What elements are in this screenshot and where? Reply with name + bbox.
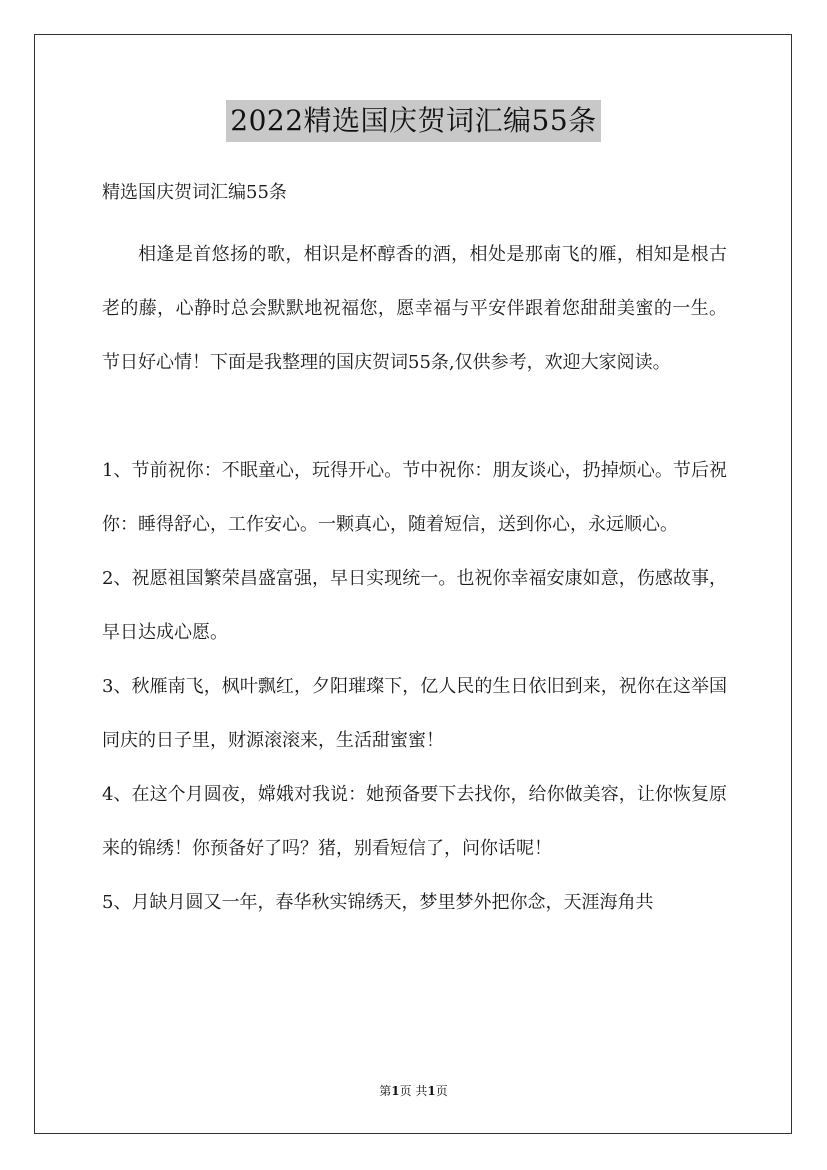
list-item-5: 5、月缺月圆又一年，春华秋实锦绣天，梦里梦外把你念，天涯海角共 (102, 892, 654, 913)
document-body (102, 228, 727, 930)
page-footer (0, 1082, 827, 1099)
intro-paragraph: 相逢是首悠扬的歌，相识是杯醇香的酒，相处是那南飞的雁，相知是根古老的藤，心静时总会默默地祝福您，愿幸福与平安伴跟着您甜甜美蜜的一生。节日好心情！下面是我整理的国庆贺词55条,仅供参考，欢迎大家阅读。 (102, 244, 727, 373)
footer-page-total: 1 (427, 1084, 436, 1098)
footer-page-number: 1 (391, 1084, 400, 1098)
footer-page-prefix: 第 (379, 1084, 392, 1098)
list-item-2: 2、祝愿祖国繁荣昌盛富强，早日实现统一。也祝你幸福安康如意，伤感故事，早日达成心愿。 (102, 568, 727, 643)
footer-page-mid: 页 共 (399, 1084, 428, 1098)
list-item-3: 3、秋雁南飞，枫叶飘红，夕阳璀璨下，亿人民的生日依旧到来，祝你在这举国同庆的日子里，财源滚滚来，生活甜蜜蜜！ (102, 676, 727, 751)
list-item-4: 4、在这个月圆夜，嫦娥对我说：她预备要下去找你，给你做美容，让你恢复原来的锦绣！你预备好了吗？猪，别看短信了，问你话呢！ (102, 784, 727, 859)
paragraph-spacer (102, 390, 727, 444)
document-title: 2022精选国庆贺词汇编55条 (226, 100, 600, 142)
document-subtitle: 精选国庆贺词汇编55条 (102, 182, 287, 203)
title-container (0, 100, 827, 142)
list-item-1: 1、节前祝你：不眠童心，玩得开心。节中祝你：朋友谈心，扔掉烦心。节后祝你：睡得舒心，工作安心。一颗真心，随着短信，送到你心，永远顺心。 (102, 460, 727, 535)
footer-page-suffix: 页 (435, 1084, 448, 1098)
